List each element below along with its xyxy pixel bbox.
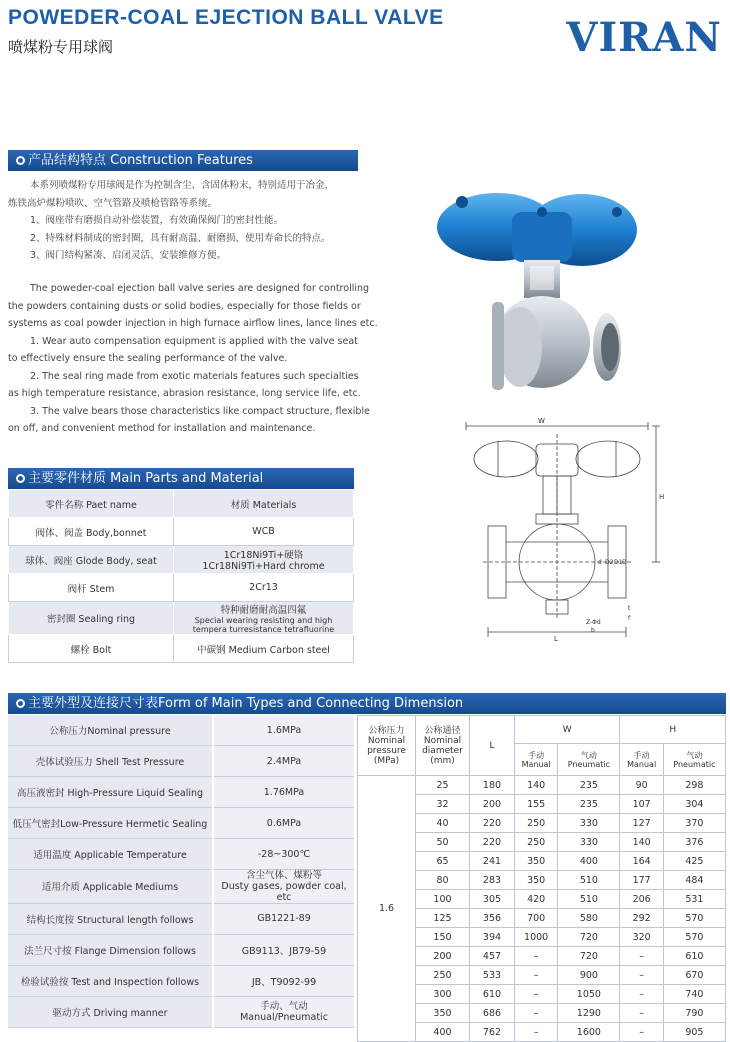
header-line: 气动 [686, 750, 703, 760]
table-cell: 720 [558, 928, 620, 947]
header-line: 公称压力 [368, 725, 405, 736]
header-line: 手动 [528, 750, 545, 760]
table-cell: 580 [558, 909, 620, 928]
table-row [358, 776, 726, 795]
table-cell: 400 [416, 1023, 470, 1042]
dim-label: L [554, 635, 558, 643]
table-row [8, 839, 354, 870]
table-cell: 292 [620, 909, 663, 928]
table-cell: 420 [515, 890, 558, 909]
cell-line: 含尘气体、煤粉等 [245, 869, 322, 881]
en-line: on off, and convenient method for installation and maintenance. [8, 423, 316, 434]
table-cell: 457 [470, 947, 515, 966]
table-row [8, 869, 354, 903]
header-line: 公称通径 [424, 725, 461, 736]
table-cell: 阀体、阀盖 Body,bonnet [9, 518, 174, 546]
table-cell: 900 [558, 966, 620, 985]
spec-label: 驱动方式 Driving manner [8, 996, 213, 1027]
table-cell: 394 [470, 928, 515, 947]
cn-line: 3、阀门结构紧凑、启闭灵活、安装维修方便。 [30, 250, 227, 261]
table-cell: 570 [663, 928, 725, 947]
table-header-row [358, 716, 726, 744]
dim-label: W [538, 417, 545, 425]
construction-cn-text [8, 177, 360, 265]
table-cell: 350 [416, 1004, 470, 1023]
header-line: Nominal [367, 735, 406, 746]
spec-label: 高压液密封 High-Pressure Liquid Sealing [8, 777, 213, 808]
header-line: Pneumatic [673, 759, 716, 769]
table-cell: 531 [663, 890, 725, 909]
table-cell: 235 [558, 795, 620, 814]
cell-line: Dusty gases, powder coal, etc [221, 880, 347, 903]
table-cell: – [620, 947, 663, 966]
table-cell: – [515, 966, 558, 985]
table-cell: 762 [470, 1023, 515, 1042]
spec-value: GB9113、JB79-59 [213, 934, 354, 965]
table-cell: 164 [620, 852, 663, 871]
header-line: Pneumatic [567, 759, 610, 769]
materials-heading-text: 主要零件材质 Main Parts and Material [28, 471, 264, 486]
table-cell: 零件名称 Paet name [9, 490, 174, 518]
en-line: The poweder-coal ejection ball valve series are designed for controlling [30, 283, 370, 294]
table-cell: 32 [416, 795, 470, 814]
table-cell: – [620, 1004, 663, 1023]
table-row [9, 518, 354, 546]
header-line: pressure [367, 745, 406, 756]
table-cell: 125 [416, 909, 470, 928]
header-H-pneumatic [663, 744, 725, 776]
spec-value: 2.4MPa [213, 746, 354, 777]
en-line: 3. The valve bears those characteristics like compact structure, flexible [30, 405, 370, 417]
table-cell: 1050 [558, 985, 620, 1004]
table-cell: 720 [558, 947, 620, 966]
table-cell: 283 [470, 871, 515, 890]
table-cell: 330 [558, 833, 620, 852]
cn-line: 炼铁高炉煤粉喷吹、空气管路及喷枪管路等系统。 [8, 197, 218, 209]
table-cell: 140 [620, 833, 663, 852]
pressure-cell: 1.6 [358, 776, 416, 1042]
table-cell: 305 [470, 890, 515, 909]
en-line: to effectively ensure the sealing performance of the valve. [8, 353, 288, 364]
table-cell: 1000 [515, 928, 558, 947]
table-cell: 330 [558, 814, 620, 833]
table-cell: 65 [416, 852, 470, 871]
dimension-table-body [358, 776, 726, 1042]
cn-line: 本系列喷煤粉专用球阀是作为控制含尘、含固体粉末，特别适用于冶金， [30, 180, 335, 191]
table-row [9, 574, 354, 602]
table-cell: 127 [620, 814, 663, 833]
header-W-manual [515, 744, 558, 776]
bullet-icon [16, 156, 25, 165]
spec-label: 适用温度 Applicable Temperature [8, 839, 213, 870]
cn-line: 2、特殊材料制成的密封圈，具有耐高温、耐磨损、使用寿命长的特点。 [30, 232, 331, 244]
table-cell: 2Cr13 [174, 574, 354, 602]
table-cell: 350 [515, 852, 558, 871]
table-cell: 155 [515, 795, 558, 814]
table-cell: 100 [416, 890, 470, 909]
dimension-table [357, 715, 726, 1042]
table-cell: 241 [470, 852, 515, 871]
bullet-icon [16, 699, 25, 708]
table-cell: – [515, 1023, 558, 1042]
dim-label: Z-Φd [586, 619, 601, 626]
spec-value: GB1221-89 [213, 903, 354, 934]
construction-en-text [8, 280, 378, 438]
table-cell: 376 [663, 833, 725, 852]
table-row [8, 715, 354, 746]
table-cell: 220 [470, 814, 515, 833]
table-cell: 螺栓 Bolt [9, 635, 174, 663]
table-row [8, 903, 354, 934]
header-H: H [620, 716, 726, 744]
spec-label: 结构长度按 Structural length follows [8, 903, 213, 934]
table-cell: 700 [515, 909, 558, 928]
header-line: (mm) [430, 755, 455, 766]
table-cell: 180 [470, 776, 515, 795]
dim-label: f [628, 615, 631, 622]
table-cell: 250 [515, 814, 558, 833]
table-cell: 177 [620, 871, 663, 890]
table-row [9, 490, 354, 518]
en-line: as high temperature resistance, abrasion resistance, long service life, etc. [8, 388, 361, 399]
page-title: POWEDER-COAL EJECTION BALL VALVE [8, 6, 444, 29]
table-cell: 510 [558, 871, 620, 890]
table-cell: 350 [515, 871, 558, 890]
table-cell: 235 [558, 776, 620, 795]
table-cell: 90 [620, 776, 663, 795]
table-cell: 356 [470, 909, 515, 928]
header-H-manual [620, 744, 663, 776]
header-W: W [515, 716, 620, 744]
cell-line: tempera turresistance tetrafluorine [192, 625, 335, 634]
spec-label: 法兰尺寸按 Flange Dimension follows [8, 934, 213, 965]
bullet-icon [16, 474, 25, 483]
spec-value: 0.6MPa [213, 808, 354, 839]
table-cell: 80 [416, 871, 470, 890]
cell-line: Manual/Pneumatic [240, 1011, 328, 1023]
cell-line: Special wearing resisting and high [194, 616, 333, 625]
table-cell: 107 [620, 795, 663, 814]
table-cell: 610 [663, 947, 725, 966]
dim-label: d [598, 559, 602, 566]
table-cell: 206 [620, 890, 663, 909]
table-row [9, 546, 354, 574]
table-cell: 790 [663, 1004, 725, 1023]
table-cell: 425 [663, 852, 725, 871]
table-cell [174, 602, 354, 635]
table-cell: 材质 Materials [174, 490, 354, 518]
cell-line: 1Cr18Ni9Ti+硬铬 [223, 550, 304, 561]
table-cell: 533 [470, 966, 515, 985]
materials-heading [8, 468, 354, 489]
table-cell: 阀杆 Stem [9, 574, 174, 602]
table-cell: 150 [416, 928, 470, 947]
table-cell: – [620, 966, 663, 985]
header-line: diameter [422, 745, 463, 756]
page-subtitle: 喷煤粉专用球阀 [8, 38, 114, 56]
table-cell: 25 [416, 776, 470, 795]
spec-value: -28~300℃ [213, 839, 354, 870]
spec-label: 检验试验按 Test and Inspection follows [8, 965, 213, 996]
construction-heading-text: 产品结构特点 Construction Features [28, 153, 253, 168]
table-cell: 320 [620, 928, 663, 947]
table-cell [174, 546, 354, 574]
table-row [8, 934, 354, 965]
spec-label: 壳体试验压力 Shell Test Pressure [8, 746, 213, 777]
spec-value [213, 996, 354, 1027]
table-row [8, 808, 354, 839]
table-cell: – [620, 1023, 663, 1042]
header-W-pneumatic [558, 744, 620, 776]
valve-photo [432, 182, 642, 412]
header-line: (MPa) [373, 755, 400, 766]
table-cell: 250 [515, 833, 558, 852]
table-row [9, 635, 354, 663]
en-line: the powders containing dusts or solid bodies, especially for those fields or [8, 300, 361, 312]
header-L: L [470, 716, 515, 776]
table-row [9, 602, 354, 635]
table-cell: – [620, 985, 663, 1004]
table-cell: – [515, 947, 558, 966]
en-line: systems as coal powder injection in high furnace airflow lines, lance lines etc. [8, 318, 378, 329]
cell-line: 手动、气动 [260, 1000, 308, 1012]
types-heading-text: 主要外型及连接尺寸表Form of Main Types and Connecting Dimension [28, 696, 464, 711]
table-cell: 610 [470, 985, 515, 1004]
table-cell: 密封圈 Sealing ring [9, 602, 174, 635]
table-cell: 200 [470, 795, 515, 814]
table-cell: 686 [470, 1004, 515, 1023]
header-line: Nominal [423, 735, 462, 746]
table-cell: WCB [174, 518, 354, 546]
table-cell: 740 [663, 985, 725, 1004]
valve-dimension-drawing [458, 414, 673, 649]
header-line: Manual [521, 759, 551, 769]
header-pressure [358, 716, 416, 776]
table-cell: 球体、阀座 Glode Body, seat [9, 546, 174, 574]
table-cell: 510 [558, 890, 620, 909]
table-row [8, 746, 354, 777]
dim-label: t [628, 605, 631, 612]
table-cell: 40 [416, 814, 470, 833]
table-cell: 570 [663, 909, 725, 928]
table-cell: 300 [416, 985, 470, 1004]
header-line: 手动 [633, 750, 650, 760]
cn-line: 1、阀座带有磨损自动补偿装置，有效确保阀门的密封性能。 [30, 215, 284, 226]
spec-label: 适用介质 Applicable Mediums [8, 869, 213, 903]
table-cell: 140 [515, 776, 558, 795]
spec-value: JB、T9092-99 [213, 965, 354, 996]
dim-label: D [622, 559, 627, 566]
table-cell: 484 [663, 871, 725, 890]
table-cell: 250 [416, 966, 470, 985]
table-row [8, 965, 354, 996]
brand-logo: VIRAN [566, 14, 722, 61]
table-row [8, 777, 354, 808]
spec-value: 1.6MPa [213, 715, 354, 746]
table-cell: 中碳钢 Medium Carbon steel [174, 635, 354, 663]
spec-table [8, 715, 354, 1028]
dim-label: H [659, 493, 665, 501]
table-cell: 50 [416, 833, 470, 852]
table-cell: – [515, 985, 558, 1004]
table-cell: – [515, 1004, 558, 1023]
dim-label: D2 [605, 559, 614, 566]
materials-table [8, 489, 354, 663]
cell-line: 1Cr18Ni9Ti+Hard chrome [202, 561, 325, 572]
table-cell: 220 [470, 833, 515, 852]
table-cell: 400 [558, 852, 620, 871]
en-line: 2. The seal ring made from exotic materials features such specialties [30, 370, 359, 382]
en-line: 1. Wear auto compensation equipment is applied with the valve seat [30, 335, 358, 347]
table-cell: 304 [663, 795, 725, 814]
spec-value: 1.76MPa [213, 777, 354, 808]
dim-label: D1 [614, 559, 623, 566]
header-line: Manual [627, 759, 657, 769]
table-cell: 1290 [558, 1004, 620, 1023]
table-cell: 370 [663, 814, 725, 833]
header-line: 气动 [580, 750, 597, 760]
header-diameter [416, 716, 470, 776]
spec-value [213, 869, 354, 903]
table-cell: 1600 [558, 1023, 620, 1042]
table-row [8, 996, 354, 1027]
cell-line: 特种耐磨耐高温四氟 [220, 605, 307, 616]
table-cell: 905 [663, 1023, 725, 1042]
construction-heading [8, 150, 358, 171]
table-cell: 200 [416, 947, 470, 966]
types-heading [8, 693, 726, 714]
dim-label: b [591, 627, 595, 634]
spec-label: 低压气密封Low-Pressure Hermetic Sealing [8, 808, 213, 839]
table-cell: 670 [663, 966, 725, 985]
spec-label: 公称压力Nominal pressure [8, 715, 213, 746]
table-cell: 298 [663, 776, 725, 795]
